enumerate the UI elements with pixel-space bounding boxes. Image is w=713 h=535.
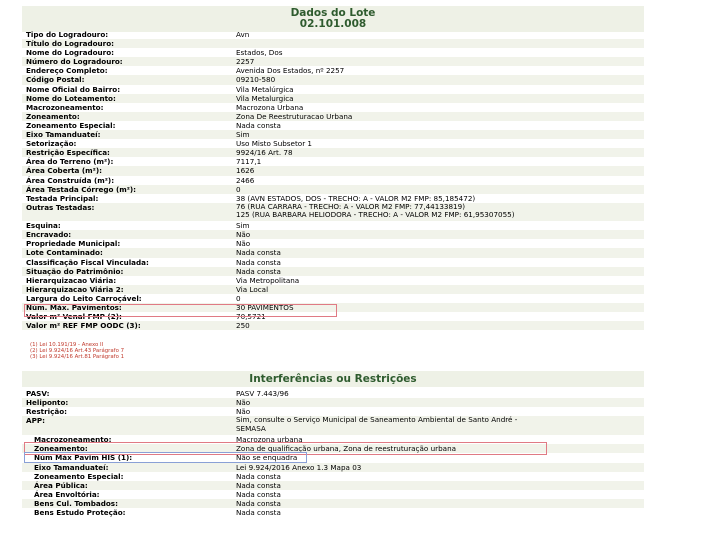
footnotes	[30, 342, 124, 360]
row-value-line: 09210-580	[236, 75, 276, 85]
highlight-num-max-pavimentos	[24, 304, 337, 317]
row-value	[236, 258, 281, 267]
row-value	[236, 221, 250, 230]
row-value-line: Não	[236, 398, 251, 408]
row-label: Nome Oficial do Bairro:	[26, 84, 121, 94]
footnote[interactable]: (3) Lei 9.924/16 Art.81 Parágrafo 1	[30, 354, 125, 360]
row-label: Lote Contaminado:	[26, 248, 103, 258]
table-row	[22, 463, 644, 472]
row-value	[236, 267, 281, 276]
row-value-line: 1626	[236, 166, 255, 176]
row-label: Área Envoltória:	[34, 489, 100, 499]
row-value	[236, 75, 275, 84]
row-label: Restrição:	[26, 407, 68, 417]
row-label: Endereço Completo:	[26, 66, 108, 76]
row-value	[236, 490, 281, 499]
interferencias-header	[22, 371, 644, 387]
row-value-line: 250	[236, 321, 250, 331]
table-row	[22, 166, 644, 175]
table-row	[22, 508, 644, 517]
table-row	[22, 112, 644, 121]
table-row	[22, 176, 644, 185]
row-label: Tipo do Logradouro:	[26, 30, 109, 39]
row-label: Título do Logradouro:	[26, 39, 115, 49]
row-label: Zoneamento:	[26, 111, 80, 121]
row-value	[236, 130, 250, 139]
row-value-line: Zona de qualificação urbana, Zona de reestruturação urbana	[236, 444, 457, 454]
row-label: Núm. Máx. Pavimentos:	[26, 303, 122, 313]
row-label: Área do Terreno (m²):	[26, 157, 114, 167]
row-value-line: Macrozona urbana	[236, 435, 303, 445]
row-value-line: Sim, consulte o Serviço Municipal de Saneamento Ambiental de Santo André -	[236, 415, 518, 425]
row-label: PASV:	[26, 389, 50, 398]
footnote[interactable]: (2) Lei 9.924/16 Art.43 Parágrafo 7	[30, 348, 125, 354]
row-value-line: Nada consta	[236, 508, 281, 518]
row-label: Eixo Tamanduateí:	[34, 462, 109, 472]
table-row	[22, 130, 644, 139]
highlight-num-max-pavim-his	[24, 452, 307, 463]
row-value	[236, 121, 281, 130]
table-row	[22, 267, 644, 276]
row-value-line: 9924/16 Art. 78	[236, 148, 293, 158]
row-value	[236, 85, 294, 94]
row-label: Nome do Loteamento:	[26, 93, 116, 103]
row-label: Esquina:	[26, 221, 61, 231]
row-value-line: Via Metropolitana	[236, 275, 300, 285]
row-value	[236, 103, 303, 112]
row-value-line: Zona De Reestruturacao Urbana	[236, 111, 353, 121]
table-row	[22, 321, 644, 330]
table-row	[22, 157, 644, 166]
row-value	[236, 472, 281, 481]
table-row	[22, 66, 644, 75]
row-value	[236, 239, 250, 248]
table-row	[22, 30, 644, 39]
row-value-line: Sim	[236, 221, 250, 231]
row-value-line: 30 PAVIMENTOS	[236, 303, 294, 313]
table-row	[22, 276, 644, 285]
row-label: Setorização:	[26, 139, 77, 149]
row-value-line: Vila Metalúrgica	[236, 84, 294, 94]
row-label: Classificação Fiscal Vinculada:	[26, 257, 149, 267]
row-value-line: Nada consta	[236, 120, 281, 130]
row-value-line: 0	[236, 293, 241, 303]
table-row	[22, 48, 644, 57]
table-row	[22, 239, 644, 248]
row-label: Valor m² REF FMP OODC (3):	[26, 321, 141, 331]
table-row	[22, 499, 644, 508]
table-row	[22, 94, 644, 103]
row-label: Testada Principal:	[26, 193, 99, 203]
row-label: Heliponto:	[26, 398, 69, 408]
row-value-line: 76 (RUA CARRARA - TRECHO: A - VALOR M2 FMP: 77,44133819)	[236, 201, 465, 211]
table-row	[22, 103, 644, 112]
row-value	[236, 94, 294, 103]
table-row	[22, 185, 644, 194]
row-label: Zoneamento:	[34, 444, 88, 454]
row-value-line: Macrozona Urbana	[236, 102, 304, 112]
row-value-line: Não	[236, 230, 251, 240]
table-row	[22, 472, 644, 481]
row-label: Núm Máx Pavim HIS (1):	[34, 453, 133, 463]
row-label: Eixo Tamanduateí:	[26, 130, 101, 140]
table-row	[22, 39, 644, 48]
row-value	[236, 166, 254, 175]
row-label: Bens Cul. Tombados:	[34, 498, 118, 508]
row-label: Área Pública:	[34, 480, 88, 490]
row-value	[236, 276, 299, 285]
row-value-line: 2257	[236, 57, 255, 67]
row-label: Largura do Leito Carroçável:	[26, 293, 142, 303]
row-value-line: Não	[236, 239, 251, 249]
row-value	[236, 148, 293, 157]
row-value	[236, 416, 517, 433]
row-label: Zoneamento Especial:	[34, 471, 124, 481]
row-value-line: Nada consta	[236, 489, 281, 499]
footnote[interactable]: (1) Lei 10.191/19 - Anexo II	[30, 342, 104, 348]
table-row	[22, 203, 644, 221]
row-value-line: 70,5721	[236, 312, 266, 322]
table-row	[22, 294, 644, 303]
table-row	[22, 75, 644, 84]
row-value	[236, 508, 281, 517]
table-row	[22, 121, 644, 130]
row-value-line: Avenida Dos Estados, nº 2257	[236, 66, 345, 76]
row-label: Hierarquizacao Viária 2:	[26, 284, 124, 294]
row-label: Outras Testadas:	[26, 202, 95, 212]
row-label: Nome do Logradouro:	[26, 48, 115, 58]
row-value	[236, 230, 250, 239]
lote-table	[22, 30, 644, 330]
row-label: Encravado:	[26, 230, 72, 240]
row-label: Área Construída (m²):	[26, 175, 115, 185]
row-value-line: Vila Metalurgica	[236, 93, 294, 103]
row-value-line: Não se enquadra	[236, 453, 298, 463]
table-row	[22, 139, 644, 148]
lote-code: 02.101.008	[299, 18, 367, 30]
row-value	[236, 48, 282, 57]
table-row	[22, 389, 644, 398]
row-value	[236, 139, 312, 148]
row-value	[236, 481, 281, 490]
row-label: Macrozoneamento:	[26, 102, 104, 112]
row-value-line: 7117,1	[236, 157, 262, 167]
row-value-line: Nada consta	[236, 257, 281, 267]
table-row	[22, 57, 644, 66]
table-row	[22, 230, 644, 239]
row-label: Bens Estudo Proteção:	[34, 508, 126, 518]
row-label: Situação do Patrimônio:	[26, 266, 124, 276]
row-value	[236, 176, 254, 185]
table-row	[22, 398, 644, 407]
row-label: APP:	[26, 416, 45, 426]
row-value-line: Avn	[236, 30, 250, 39]
row-value	[236, 389, 289, 398]
row-value-line: Não	[236, 407, 251, 417]
table-row	[22, 221, 644, 230]
row-value-line: 2466	[236, 175, 255, 185]
row-value-line: Sim	[236, 130, 250, 140]
row-label: Código Postal:	[26, 75, 85, 85]
row-value	[236, 294, 241, 303]
row-value	[236, 57, 254, 66]
row-value	[236, 185, 241, 194]
row-value	[236, 30, 249, 39]
row-value	[236, 203, 515, 220]
row-value-line: Estados, Dos	[236, 48, 283, 58]
row-label: Propriedade Municipal:	[26, 239, 121, 249]
interferencias-title: Interferências ou Restrições	[249, 373, 417, 385]
lote-header	[22, 6, 644, 32]
row-value	[236, 157, 261, 166]
row-label: Hierarquizacao Viária:	[26, 275, 117, 285]
row-label: Macrozoneamento:	[34, 435, 112, 445]
table-row	[22, 416, 644, 435]
table-row	[22, 258, 644, 267]
row-value-line: Via Local	[236, 284, 269, 294]
row-value-line: 0	[236, 184, 241, 194]
row-value	[236, 398, 250, 407]
row-value	[236, 321, 250, 330]
row-label: Número do Logradouro:	[26, 57, 123, 67]
row-value-line: Nada consta	[236, 471, 281, 481]
row-value-line: PASV 7.443/96	[236, 389, 289, 398]
row-label: Valor m² Venal FMP (2):	[26, 312, 122, 322]
row-value	[236, 463, 361, 472]
lote-title: Dados do Lote	[290, 7, 376, 19]
row-value-line: Nada consta	[236, 498, 281, 508]
row-value-line: Nada consta	[236, 248, 281, 258]
row-label: Área Coberta (m²):	[26, 166, 102, 176]
row-value-line: 38 (AVN ESTADOS, DOS - TRECHO: A - VALOR M2 FMP: 85,185472)	[236, 193, 476, 203]
row-value	[236, 285, 268, 294]
row-value	[236, 499, 281, 508]
table-row	[22, 85, 644, 94]
table-row	[22, 490, 644, 499]
row-value	[236, 248, 281, 257]
row-value-line: Lei 9.924/2016 Anexo 1.3 Mapa 03	[236, 462, 362, 472]
row-label: Restrição Específica:	[26, 148, 110, 158]
row-label: Área Testada Córrego (m²):	[26, 184, 137, 194]
row-label: Zoneamento Especial:	[26, 120, 116, 130]
table-row	[22, 481, 644, 490]
row-value	[236, 66, 344, 75]
row-value-line: SEMASA	[236, 423, 266, 433]
row-value	[236, 112, 352, 121]
table-row	[22, 148, 644, 157]
table-row	[22, 248, 644, 257]
row-value-line: 125 (RUA BARBARA HELIODORA - TRECHO: A - VALOR M2 FMP: 61,95307055)	[236, 210, 515, 220]
row-value-line: Nada consta	[236, 266, 281, 276]
table-row	[22, 285, 644, 294]
row-value-line: Uso Misto Subsetor 1	[236, 139, 313, 149]
row-value-line: Nada consta	[236, 480, 281, 490]
